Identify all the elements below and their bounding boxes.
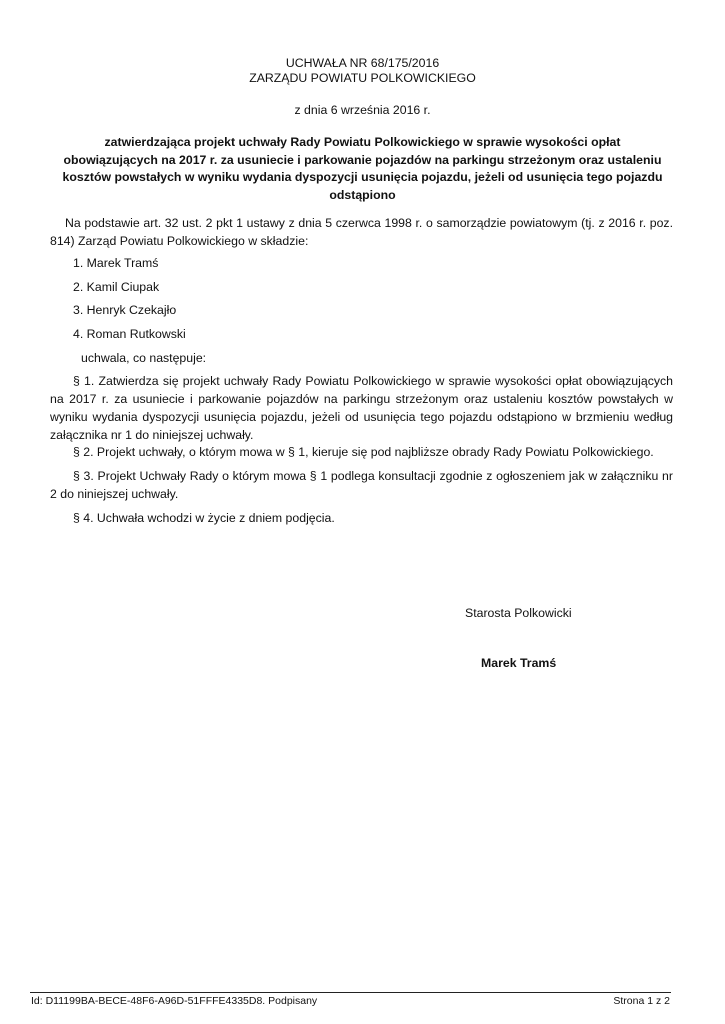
document-id: Id: D11199BA-BECE-48F6-A96D-51FFFE4335D8. Podpisany [31,995,318,1007]
section-1: § 1. Zatwierdza się projekt uchwały Rady Powiatu Polkowickiego w sprawie wysokości opłat obowiązujących na 2017 r. za usuniecie i parkowanie pojazdów na parkingu strzeżonym oraz ustaleniu kosztów powstałych w wyniku wydania dyspozycji usunięcia pojazdu, jeżeli od usunięcia tego pojazdu odstąpiono w brzmieniu według załącznika nr 1 do niniejszej uchwały. [50,374,673,442]
board-member-2: 2. Kamil Ciupak [73,280,160,294]
page-number: Strona 1 z 2 [613,995,670,1007]
footer-divider [30,992,671,993]
signatory-title: Starosta Polkowicki [465,606,572,620]
legal-basis-paragraph: Na podstawie art. 32 ust. 2 pkt 1 ustawy z dnia 5 czerwca 1998 r. o samorządzie powiatowym (tj. z 2016 r. poz. 814) Zarząd Powiatu Polkowickiego w składzie: [50,216,673,248]
issuing-body: ZARZĄDU POWIATU POLKOWICKIEGO [249,71,476,85]
board-member-4: 4. Roman Rutkowski [73,327,186,341]
resolves-clause: uchwala, co następuje: [81,351,207,365]
board-member-1: 1. Marek Tramś [73,256,159,270]
resolution-subject: zatwierdzająca projekt uchwały Rady Powiatu Polkowickiego w sprawie wysokości opłat obowiązujących na 2017 r. za usuniecie i parkowanie pojazdów na parkingu strzeżonym oraz ustaleniu kosztów powstałych w wyniku wydania dyspozycji usunięcia pojazdu, jeżeli od usunięcia tego pojazdu odstąpiono [62,135,663,202]
section-2: § 2. Projekt uchwały, o którym mowa w § 1, kieruje się pod najbliższe obrady Rady Powiatu Polkowickiego. [73,445,654,459]
board-member-3: 3. Henryk Czekajło [73,303,177,317]
resolution-number: UCHWAŁA NR 68/175/2016 [285,56,440,70]
section-3: § 3. Projekt Uchwały Rady o którym mowa § 1 podlega konsultacji zgodnie z ogłoszeniem jak w załączniku nr 2 do niniejszej uchwały. [50,469,673,501]
signatory-name: Marek Tramś [481,656,557,670]
section-4: § 4. Uchwała wchodzi w życie z dniem podjęcia. [73,511,335,525]
resolution-date: z dnia 6 września 2016 r. [294,103,431,117]
